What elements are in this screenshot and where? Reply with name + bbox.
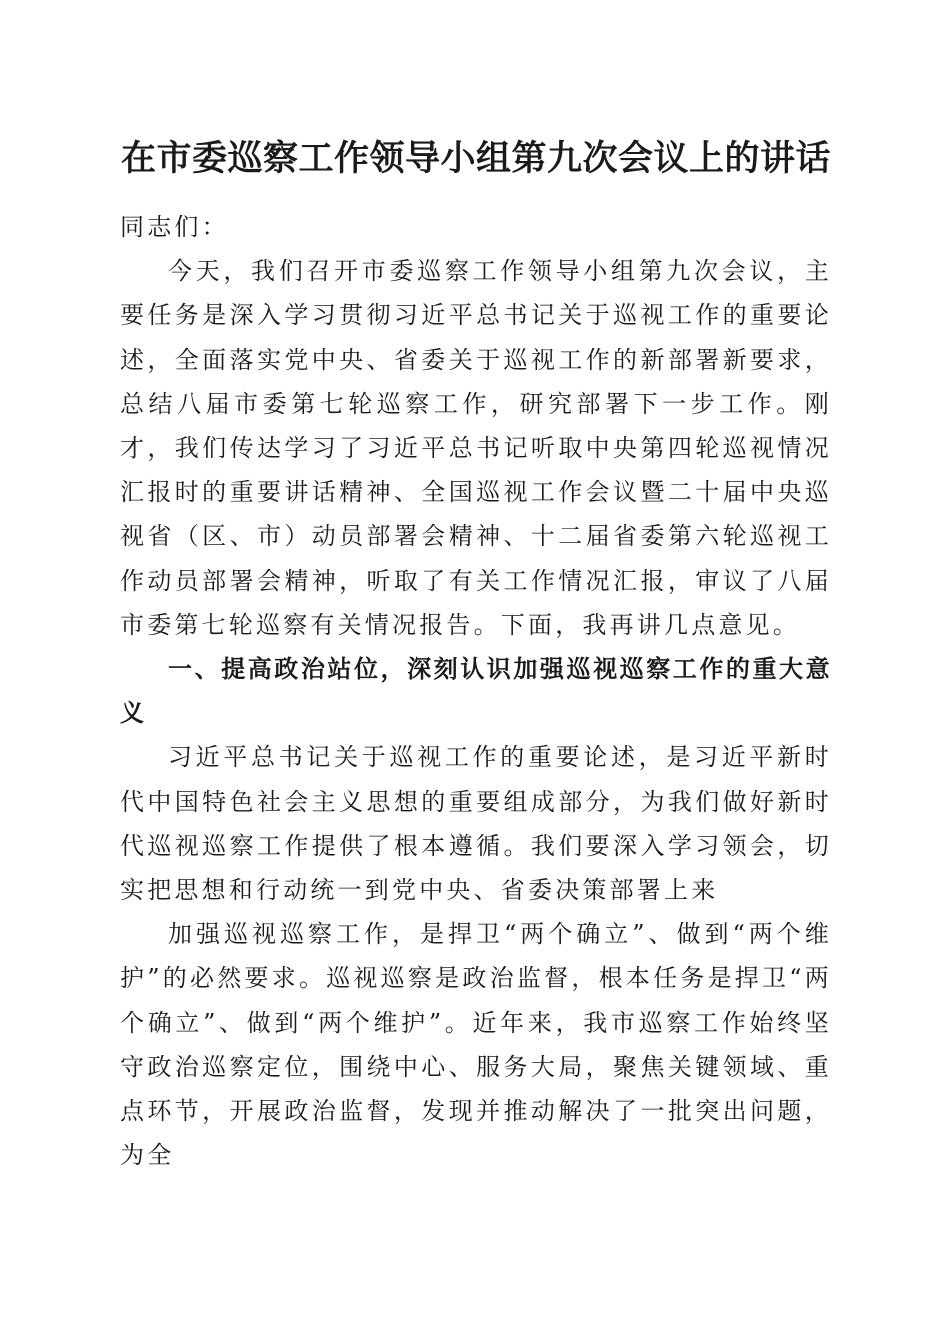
section-1-paragraph-1: 习近平总书记关于巡视工作的重要论述，是习近平新时代中国特色社会主义思想的重要组成部分，为我们做好新时代巡视巡察工作提供了根本遵循。我们要深入学习领会，切实把思想和行动统一到党中央、省委决策部署上来 — [120, 743, 832, 905]
opening-paragraph: 今天，我们召开市委巡察工作领导小组第九次会议，主要任务是深入学习贯彻习近平总书记关于巡视工作的重要论述，全面落实党中央、省委关于巡视工作的新部署新要求，总结八届市委第七轮巡察工作，研究部署下一步工作。刚才，我们传达学习了习近平总书记听取中央第四轮巡视情况汇报时的重要讲话精神、全国巡视工作会议暨二十届中央巡视省（区、市）动员部署会精神、十二届省委第六轮巡视工作动员部署会精神，听取了有关工作情况汇报，审议了八届市委第七轮巡察有关情况报告。下面，我再讲几点意见。 — [120, 257, 832, 639]
salutation: 同志们： — [120, 213, 229, 241]
section-1-paragraph-2: 加强巡视巡察工作，是捍卫“两个确立”、做到“两个维护”的必然要求。巡视巡察是政治监督，根本任务是捍卫“两个确立”、做到“两个维护”。近年来，我市巡察工作始终坚守政治巡察定位，围绕中心、服务大局，聚焦关键领域、重点环节，开展政治监督，发现并推动解决了一批突出问题，为全 — [120, 920, 832, 1170]
document-body — [120, 205, 832, 1177]
section-heading-1: 一、提高政治站位，深刻认识加强巡视巡察工作的重大意义 — [120, 655, 832, 728]
document-title: 在市委巡察工作领导小组第九次会议上的讲话 — [120, 138, 831, 179]
